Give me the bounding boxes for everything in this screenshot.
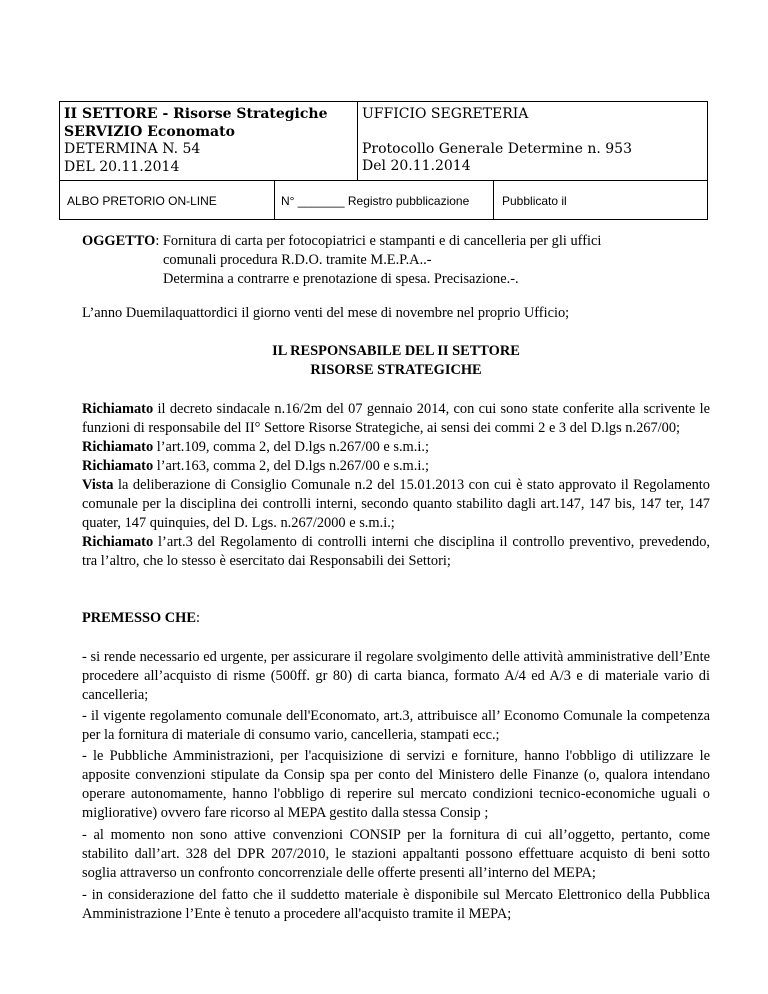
richiamo-item xyxy=(82,476,710,533)
oggetto-label: OGGETTO xyxy=(82,233,156,249)
header-divider xyxy=(60,180,707,181)
ufficio-title: UFFICIO SEGRETERIA xyxy=(362,106,529,122)
header-table xyxy=(59,101,708,220)
richiamo-text: la deliberazione di Consiglio Comunale n.2 del 15.01.2013 con cui è stato approvato il Regolamento comunale per la disciplina dei controlli interni, secondo quanto stabilito dagli art.147, 147 bis, 147 ter, 147 quater, 147 quinquies, del D. Lgs. n.267/2000 e s.m.i.; xyxy=(82,477,710,531)
premesso-paragraph: - al momento non sono attive convenzioni CONSIP per la fornitura di cui all’oggetto, pertanto, come stabilito dall’art. 328 del DPR 207/2010, le stazioni appaltanti possono effettuare acquisto di beni sotto soglia attraverso un confronto concorrenziale delle offerte presenti all’interno del MEPA; xyxy=(82,827,710,881)
premesso-paragraph: - si rende necessario ed urgente, per assicurare il regolare svolgimento delle attività amministrative dell’Ente procedere all’acquisto di risme (500ff. gr 80) di carta bianca, formato A/4 ed A/3 e di materiale vario di cancelleria; xyxy=(82,649,710,703)
oggetto-line2: comunali procedura R.D.O. tramite M.E.P.A..- xyxy=(163,252,432,268)
header-divider xyxy=(493,180,494,220)
oggetto-block xyxy=(82,232,710,289)
richiamo-keyword: Richiamato xyxy=(82,534,154,550)
determina-number: DETERMINA N. 54 xyxy=(64,141,201,157)
richiamo-text: l’art.109, comma 2, del D.lgs n.267/00 e s.m.i.; xyxy=(153,439,429,455)
responsabile-title xyxy=(82,342,710,380)
title-line1: IL RESPONSABILE DEL II SETTORE xyxy=(272,343,520,359)
richiamo-keyword: Richiamato xyxy=(82,401,154,417)
header-divider xyxy=(357,102,358,180)
premesso-colon: : xyxy=(195,610,200,626)
richiamo-keyword: Richiamato xyxy=(82,458,154,474)
richiamo-keyword: Richiamato xyxy=(82,439,154,455)
determina-date: DEL 20.11.2014 xyxy=(64,158,180,175)
richiamo-text: l’art.3 del Regolamento di controlli interni che disciplina il controllo preventivo, prevedendo, tra l’altro, che lo stesso è esercitato dai Responsabili dei Settori; xyxy=(82,534,710,569)
albo-label: ALBO PRETORIO ON-LINE xyxy=(67,194,217,208)
settore-title: II SETTORE - Risorse Strategiche xyxy=(64,106,328,122)
ufficio-cell xyxy=(362,106,632,176)
protocollo-date: Del 20.11.2014 xyxy=(362,158,471,174)
servizio-title: SERVIZIO Economato xyxy=(64,123,235,140)
richiamo-item xyxy=(82,533,710,571)
richiamo-item xyxy=(82,400,710,438)
richiamo-item xyxy=(82,457,710,476)
settore-cell xyxy=(64,106,327,176)
richiami-block xyxy=(82,400,710,571)
premesso-paragraph: - il vigente regolamento comunale dell'Economato, art.3, attribuisce all’ Economo Comunale la competenza per la fornitura di materiale di consumo vario, cancelleria, stampati ecc.; xyxy=(82,708,710,743)
oggetto-line3: Determina a contrarre e prenotazione di spesa. Precisazione.-. xyxy=(163,271,519,287)
header-divider xyxy=(274,180,275,220)
premesso-heading xyxy=(82,609,710,628)
title-line2: RISORSE STRATEGICHE xyxy=(310,362,482,378)
premesso-paragraph: - le Pubbliche Amministrazioni, per l'acquisizione di servizi e forniture, hanno l'obbligo di utilizzare le apposite convenzioni stipulate da Consip spa per conto del Ministero delle Finanze (o, qualora intendano operare autonomamente, hanno l'obbligo di reperire sul mercato condizioni tecnico-economiche uguali o migliorative) ovvero fare ricorso al MEPA gestito dalla stessa Consip ; xyxy=(82,748,710,821)
registro-label: N° _______ Registro pubblicazione xyxy=(281,194,470,208)
pubblicato-label: Pubblicato il xyxy=(502,194,567,208)
richiamo-item xyxy=(82,438,710,457)
intro-text: L’anno Duemilaquattordici il giorno venti del mese di novembre nel proprio Ufficio; xyxy=(82,305,570,321)
richiamo-text: il decreto sindacale n.16/2m del 07 gennaio 2014, con cui sono state conferite alla scrivente le funzioni di responsabile del II° Settore Risorse Strategiche, ai sensi dei commi 2 e 3 del D.lgs n.267/00; xyxy=(82,401,710,436)
premesso-paragraph: - in considerazione del fatto che il suddetto materiale è disponibile sul Mercato Elettronico della Pubblica Amministrazione l’Ente è tenuto a procedere all'acquisto tramite il MEPA; xyxy=(82,887,710,922)
premesso-label: PREMESSO CHE xyxy=(82,610,196,626)
richiamo-text: l’art.163, comma 2, del D.lgs n.267/00 e s.m.i.; xyxy=(153,458,429,474)
richiamo-keyword: Vista xyxy=(82,477,114,493)
protocollo-number: Protocollo Generale Determine n. 953 xyxy=(362,140,632,157)
oggetto-line1: : Fornitura di carta per fotocopiatrici e stampanti e di cancelleria per gli uffici xyxy=(155,233,602,249)
